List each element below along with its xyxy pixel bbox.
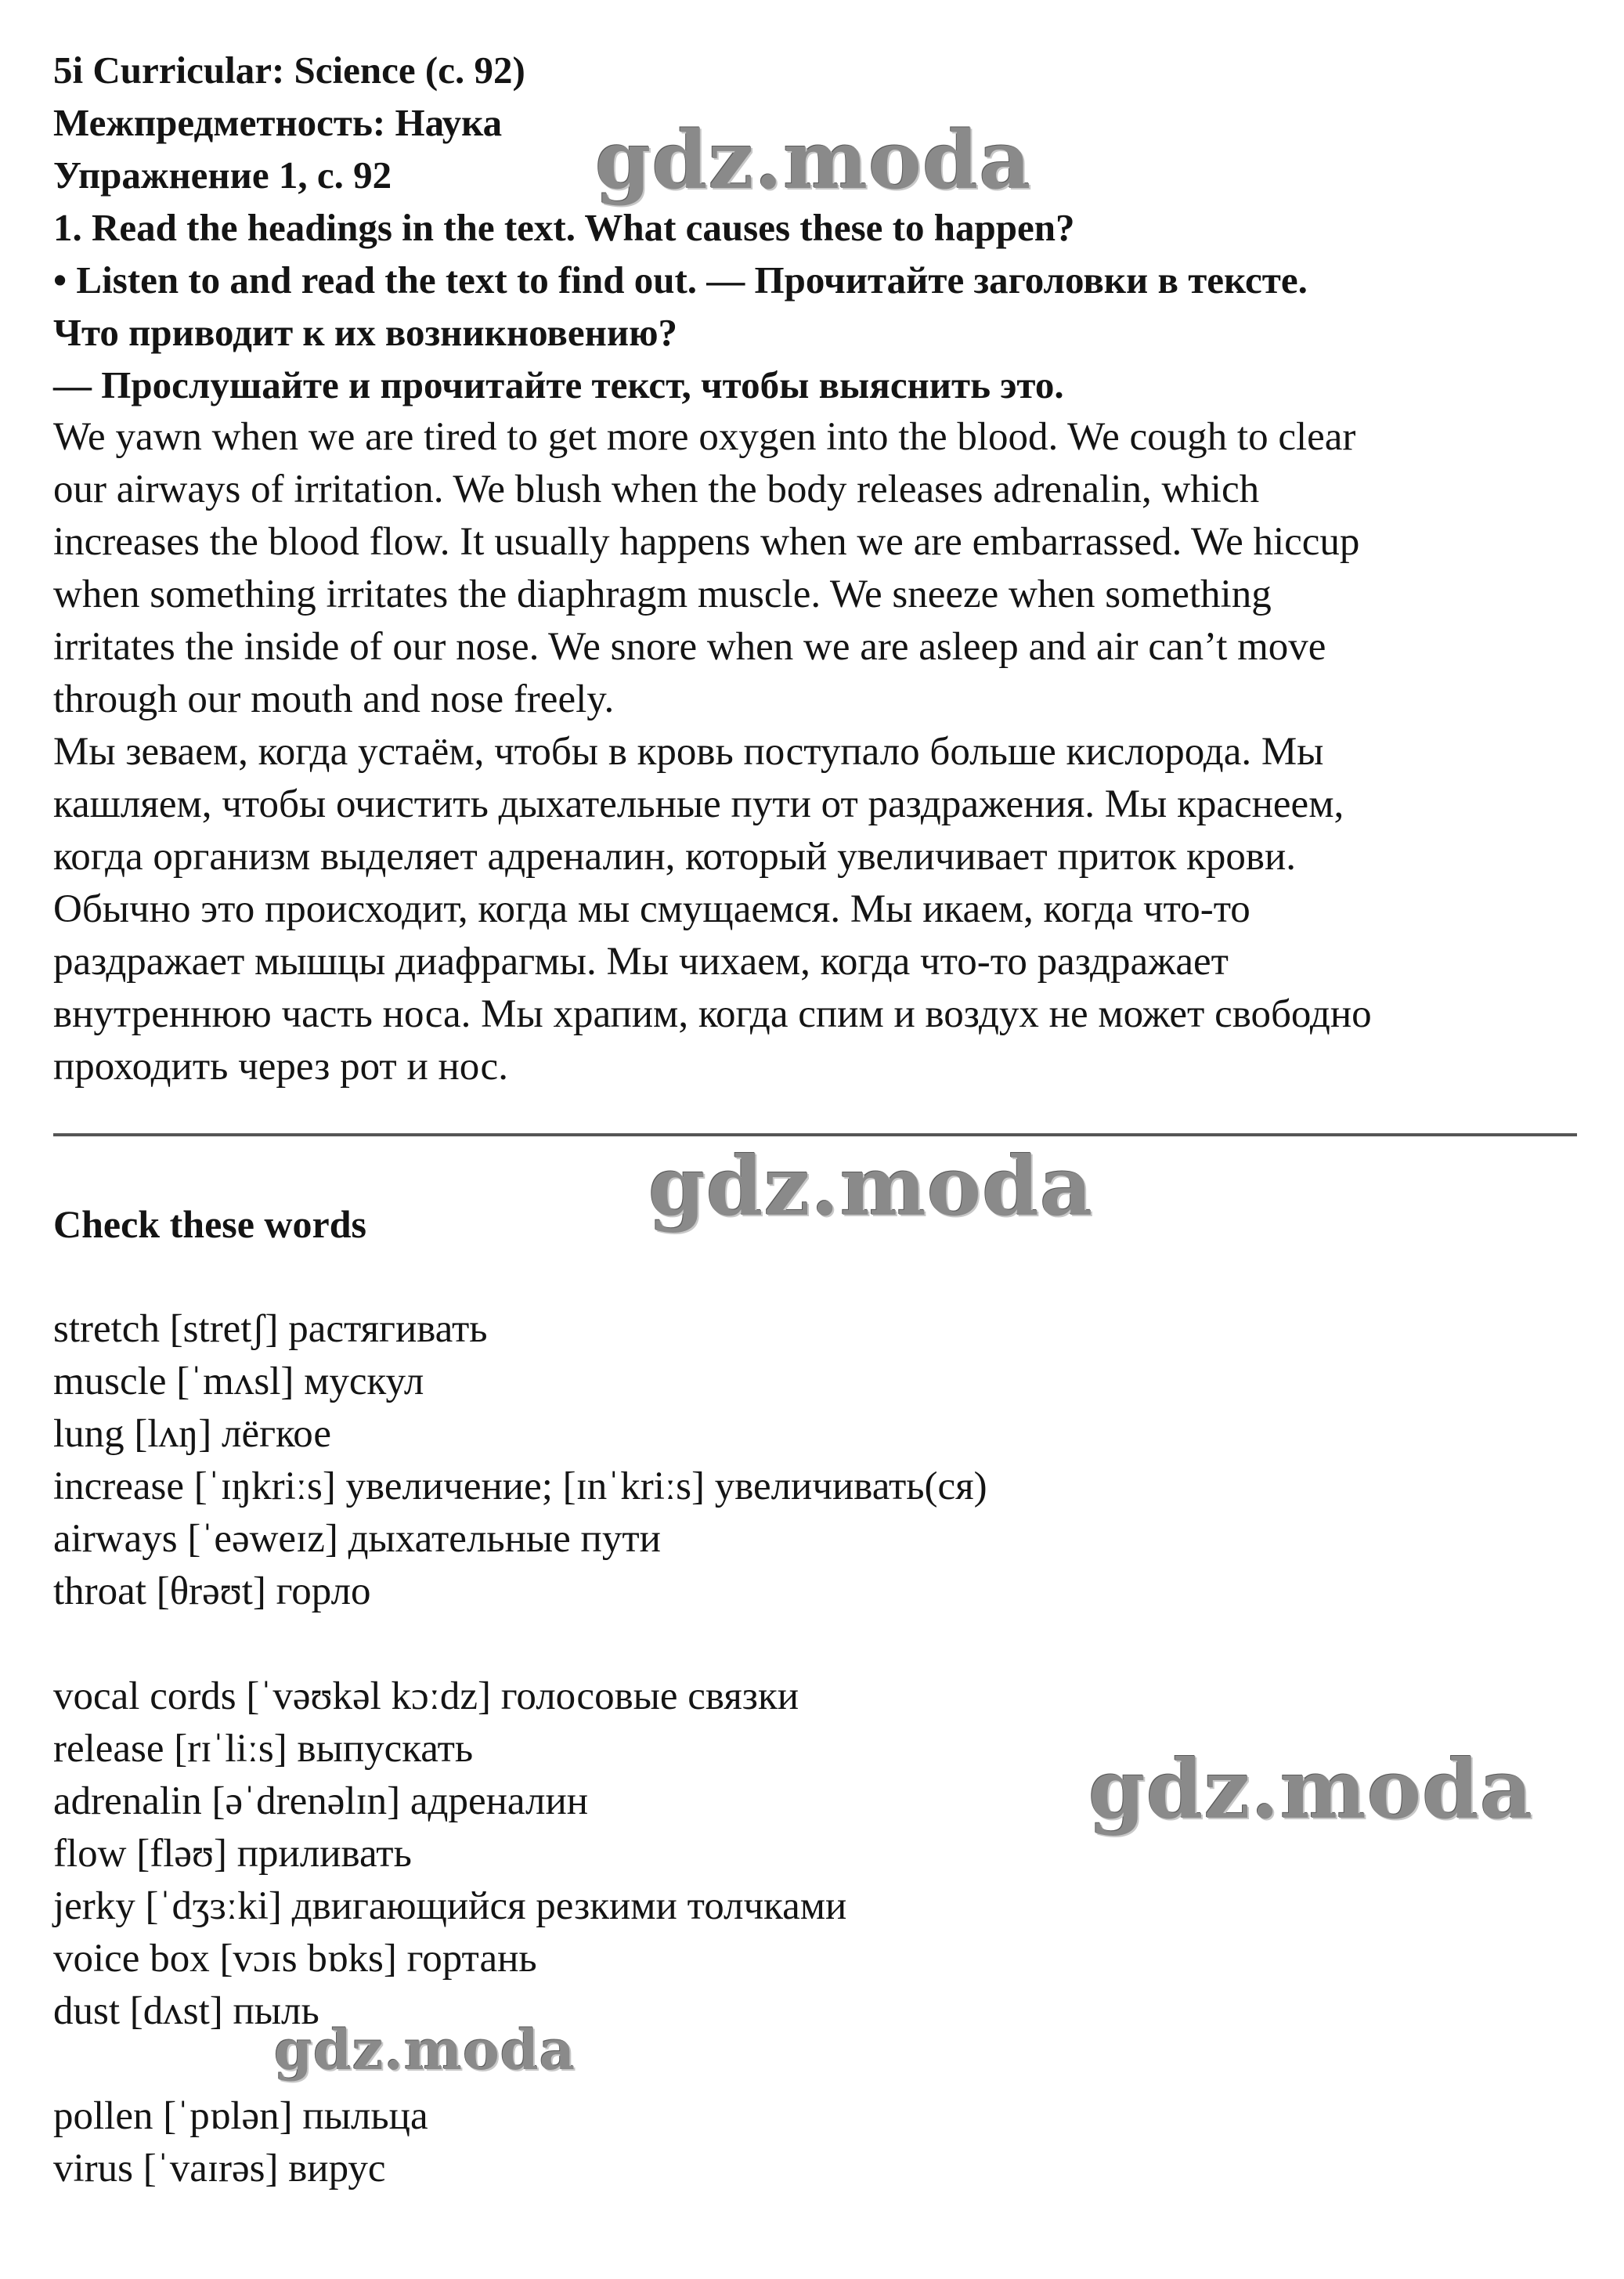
vocabulary-item: adrenalin [əˈdrenəlɪn] адреналин — [53, 1779, 589, 1823]
russian-text-line: кашляем, чтобы очистить дыхательные пути от раздражения. Мы краснеем, — [53, 782, 1344, 826]
divider — [53, 1133, 1577, 1136]
russian-text-line: раздражает мышцы диафрагмы. Мы чихаем, когда что-то раздражает — [53, 940, 1229, 984]
task-line: Что приводит к их возникновению? — [53, 311, 678, 354]
watermark: gdz.moda — [274, 2017, 576, 2082]
vocabulary-item: throat [θrəʊt] горло — [53, 1569, 371, 1613]
english-text-line: We yawn when we are tired to get more oxygen into the blood. We cough to clear — [53, 415, 1356, 459]
watermark: gdz.moda — [1088, 1741, 1534, 1837]
russian-text-line: Обычно это происходит, когда мы смущаемся. Мы икаем, когда что-то — [53, 887, 1250, 931]
english-text-line: irritates the inside of our nose. We snore when we are asleep and air can’t move — [53, 625, 1326, 669]
task-line: 1. Read the headings in the text. What causes these to happen? — [53, 206, 1075, 249]
russian-text-line: когда организм выделяет адреналин, который увеличивает приток крови. — [53, 835, 1297, 879]
vocabulary-item: voice box [vɔɪs bɒks] гортань — [53, 1937, 537, 1981]
section-subtitle: Межпредметность: Наука — [53, 101, 503, 144]
vocabulary-item: virus [ˈvaɪrəs] вирус — [53, 2147, 386, 2191]
russian-text-line: внутреннюю часть носа. Мы храпим, когда спим и воздух не может свободно — [53, 992, 1372, 1036]
english-text-line: our airways of irritation. We blush when the body releases adrenalin, which — [53, 468, 1260, 511]
vocabulary-item: lung [lʌŋ] лёгкое — [53, 1412, 331, 1456]
watermark: gdz.moda — [595, 114, 1032, 208]
vocabulary-item: stretch [stretʃ] растягивать — [53, 1307, 488, 1351]
vocabulary-item: muscle [ˈmʌsl] мускул — [53, 1360, 424, 1403]
english-text-line: when something irritates the diaphragm muscle. We sneeze when something — [53, 572, 1272, 616]
exercise-number: Упражнение 1, с. 92 — [53, 153, 392, 197]
english-text-line: increases the blood flow. It usually happens when we are embarrassed. We hiccup — [53, 520, 1360, 564]
russian-text-line: проходить через рот и нос. — [53, 1045, 508, 1089]
task-line: — Прослушайте и прочитайте текст, чтобы выяснить это. — [53, 363, 1064, 406]
vocabulary-item: release [rɪˈliːs] выпускать — [53, 1727, 474, 1771]
section-title: 5i Curricular: Science (c. 92) — [53, 49, 525, 92]
vocabulary-item: jerky [ˈdʒɜːki] двигающийся резкими толчками — [53, 1884, 847, 1928]
english-text-line: through our mouth and nose freely. — [53, 677, 615, 721]
vocabulary-item: vocal cords [ˈvəʊkəl kɔːdz] голосовые связки — [53, 1674, 799, 1718]
vocabulary-item: dust [dʌst] пыль — [53, 1989, 319, 2033]
russian-text-line: Мы зеваем, когда устаём, чтобы в кровь поступало больше кислорода. Мы — [53, 730, 1324, 774]
task-line: • Listen to and read the text to find out. — Прочитайте заголовки в тексте. — [53, 258, 1308, 302]
vocabulary-title: Check these words — [53, 1202, 366, 1246]
vocabulary-item: increase [ˈɪŋkriːs] увеличение; [ɪnˈkriːs] увеличивать(ся) — [53, 1465, 987, 1508]
vocabulary-item: flow [fləʊ] приливать — [53, 1832, 412, 1876]
vocabulary-item: pollen [ˈpɒlən] пыльца — [53, 2094, 428, 2138]
vocabulary-item: airways [ˈeəweɪz] дыхательные пути — [53, 1517, 661, 1561]
watermark: gdz.moda — [648, 1138, 1094, 1234]
